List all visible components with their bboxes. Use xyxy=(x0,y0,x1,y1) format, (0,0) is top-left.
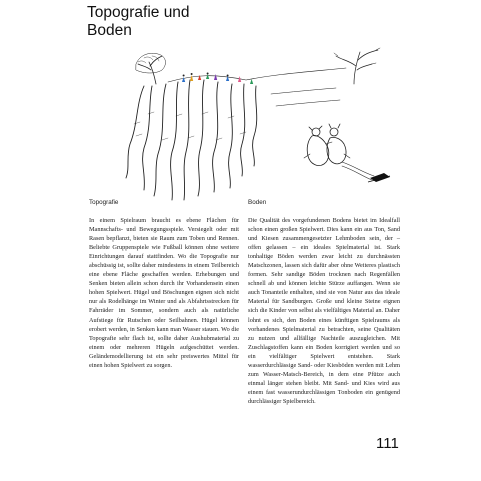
section-heading-topografie: Topografie xyxy=(89,199,119,206)
slope-hatching xyxy=(134,112,246,140)
slope-lines xyxy=(126,80,257,200)
topografie-body-text: In einem Spielraum braucht es ebene Flächen für Mannschafts- und Bewegungsspiele. Versiegelt oder mit Rasen bepflanzt, bieten sie Raum zum Toben und Rennen. Beliebte Gruppenspiele wie Fußball können ohne weitere Einrichtungen darauf stattfinden. Wo die Topografie nur abschüssig ist, sollte daher mindestens in einem Teilbereich eine ebene Fläche geschaffen werden. Erhebungen und Senken bieten allein schon durch ihr Vorhandensein einen hohen Spielwert. Hügel und Böschungen eignen sich nicht nur als Rodelhänge im Winter und als Abfahrtsstrecken für Fahrräder im Sommer, sondern auch als natürliche Aufstiege für Rutschen oder Seilbahnen. Hügel können erobert werden, in Senken kann man Wasser stauen. Wo die Topografie sehr flach ist, sollte daher Aushubmaterial zu einem oder mehreren Hügeln aufgeschüttet werden. Geländemodellierung ist ein sehr preiswertes Mittel für einen hohen Spielwert zu sorgen. xyxy=(89,217,239,369)
landscape-illustration xyxy=(86,44,406,204)
page-number: 111 xyxy=(376,435,399,452)
figures-drawing xyxy=(304,124,350,166)
section-heading-boden: Boden xyxy=(248,199,267,206)
sled-tracks xyxy=(342,162,374,180)
sled-drawing xyxy=(368,173,390,182)
hill-crest xyxy=(168,68,346,82)
hill-contours xyxy=(271,88,340,106)
page-title-line-1: Topografie und xyxy=(87,4,190,21)
page-title-line-2: Boden xyxy=(87,22,132,39)
left-tree-drawing xyxy=(136,53,165,84)
boden-body-text: Die Qualität des vorgefundenen Bodens bietet im Idealfall schon einen großen Spielwert. Dies kann ein aus Ton, Sand und Kiesen zusammengesetzter Lehmboden sein, der – offen gelassen – ein ideales Spielmaterial ist. Stark tonhaltige Böden werden zwar leicht zu durchnässten Matschzonen, lassen sich dafür aber ohne Weiteres plastisch formen. Sehr sandige Böden trocknen nach Regenfällen schnell ab und können leichte Stürze auffangen. Wenn sie auch Tonanteile enthalten, sind sie von Natur aus das ideale Material für Sandburgen. Große und kleine Steine eignen sich die Kinder von selbst als vielfältiges Material an. Daher lohnt es sich, den Boden eines künftigen Spielraums als vorhandenes Spielmaterial zu betrachten, seine Qualitäten zu nutzen und allfällige Nachteile auszugleichen. Mit Zuschlagstoffen kann ein Boden korrigiert werden und so ein vielfältiger Spielwert entstehen. Stark wasserdurchlässige Sand- oder Kiesböden werden mit Lehm zum Wasser-Matsch-Bereich, in dem eine Pfütze auch einmal länger stehen bleibt. Mit Sand- und Kies wird aus einem fast wasserundurchlässigen Tonboden ein genügend durchlässiger Spielbereich. xyxy=(248,217,400,405)
right-tree-drawing xyxy=(334,48,380,84)
page-title xyxy=(87,4,287,40)
